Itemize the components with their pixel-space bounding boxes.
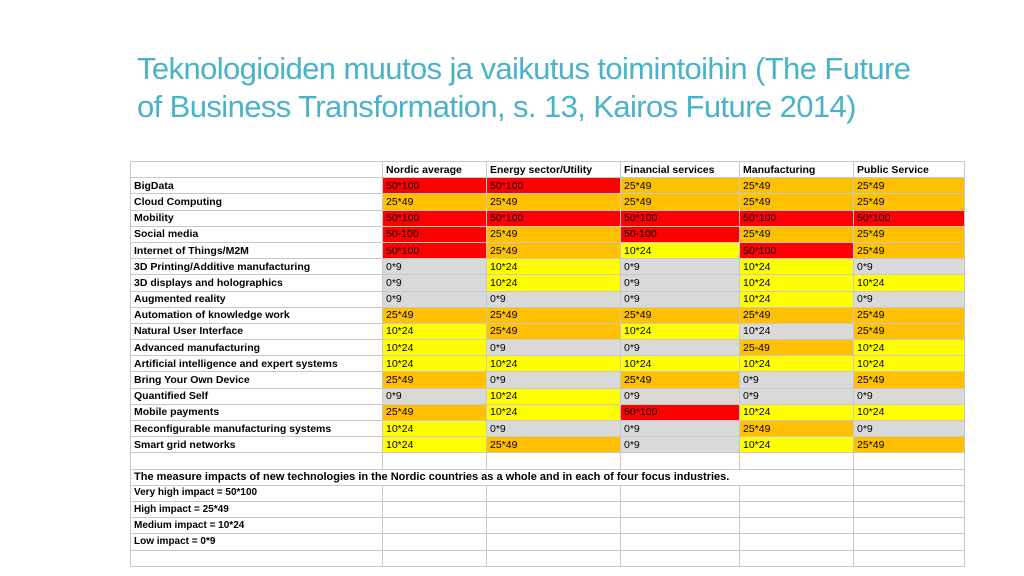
empty-cell bbox=[621, 518, 740, 534]
impact-cell: 0*9 bbox=[621, 259, 740, 275]
impact-cell: 10*24 bbox=[487, 275, 621, 291]
empty-cell bbox=[854, 534, 965, 550]
impact-cell: 0*9 bbox=[383, 291, 487, 307]
legend-row bbox=[131, 485, 965, 501]
empty-cell bbox=[621, 501, 740, 517]
impact-cell: 50*100 bbox=[383, 242, 487, 258]
column-header: Public Service bbox=[854, 162, 965, 178]
corner-cell bbox=[131, 162, 383, 178]
impact-cell: 0*9 bbox=[621, 437, 740, 453]
column-header: Manufacturing bbox=[740, 162, 854, 178]
impact-cell: 0*9 bbox=[487, 291, 621, 307]
impact-cell: 25*49 bbox=[621, 372, 740, 388]
impact-cell: 0*9 bbox=[487, 340, 621, 356]
impact-cell: 50*100 bbox=[487, 178, 621, 194]
impact-cell: 0*9 bbox=[621, 421, 740, 437]
impact-cell: 10*24 bbox=[740, 437, 854, 453]
empty-cell bbox=[383, 485, 487, 501]
empty-cell bbox=[383, 501, 487, 517]
empty-row bbox=[131, 453, 965, 469]
impact-cell: 25*49 bbox=[383, 372, 487, 388]
empty-cell bbox=[383, 550, 487, 566]
table-row bbox=[131, 194, 965, 210]
impact-cell: 10*24 bbox=[740, 275, 854, 291]
impact-cell: 0*9 bbox=[621, 340, 740, 356]
impact-cell: 25*49 bbox=[487, 323, 621, 339]
empty-cell bbox=[740, 501, 854, 517]
impact-cell: 25*49 bbox=[740, 226, 854, 242]
impact-cell: 50*100 bbox=[740, 210, 854, 226]
impact-cell: 50*100 bbox=[854, 210, 965, 226]
empty-cell bbox=[621, 453, 740, 469]
impact-cell: 10*24 bbox=[740, 356, 854, 372]
impact-cell: 10*24 bbox=[621, 242, 740, 258]
impact-table bbox=[130, 161, 965, 567]
impact-cell: 25*49 bbox=[740, 307, 854, 323]
impact-cell: 25*49 bbox=[621, 307, 740, 323]
impact-cell: 25*49 bbox=[854, 307, 965, 323]
impact-cell: 0*9 bbox=[621, 388, 740, 404]
table-row bbox=[131, 307, 965, 323]
table-row bbox=[131, 242, 965, 258]
legend-item: Low impact = 0*9 bbox=[131, 534, 383, 550]
impact-cell: 25*49 bbox=[740, 194, 854, 210]
empty-cell bbox=[854, 485, 965, 501]
impact-cell: 0*9 bbox=[621, 275, 740, 291]
impact-cell: 10*24 bbox=[487, 404, 621, 420]
table-row bbox=[131, 388, 965, 404]
header-row bbox=[131, 162, 965, 178]
impact-cell: 50*100 bbox=[383, 178, 487, 194]
impact-cell: 25*49 bbox=[854, 372, 965, 388]
empty-cell bbox=[487, 518, 621, 534]
impact-cell: 0*9 bbox=[621, 291, 740, 307]
impact-cell: 10*24 bbox=[740, 323, 854, 339]
legend-item: Medium impact = 10*24 bbox=[131, 518, 383, 534]
impact-cell: 25-49 bbox=[740, 340, 854, 356]
row-label: Automation of knowledge work bbox=[131, 307, 383, 323]
empty-cell bbox=[740, 518, 854, 534]
table-row bbox=[131, 226, 965, 242]
empty-cell bbox=[854, 453, 965, 469]
empty-cell bbox=[740, 550, 854, 566]
table-row bbox=[131, 356, 965, 372]
impact-cell: 10*24 bbox=[383, 323, 487, 339]
row-label: BigData bbox=[131, 178, 383, 194]
slide-title bbox=[137, 50, 997, 126]
impact-cell: 10*24 bbox=[854, 340, 965, 356]
impact-cell: 10*24 bbox=[487, 388, 621, 404]
row-label: Mobility bbox=[131, 210, 383, 226]
impact-cell: 10*24 bbox=[383, 356, 487, 372]
impact-cell: 25*49 bbox=[383, 404, 487, 420]
note-row bbox=[131, 469, 965, 485]
impact-cell: 0*9 bbox=[487, 421, 621, 437]
impact-cell: 50*100 bbox=[487, 210, 621, 226]
empty-cell bbox=[487, 550, 621, 566]
empty-cell bbox=[383, 534, 487, 550]
table-note: The measure impacts of new technologies in the Nordic countries as a whole and in each of four focus industries. bbox=[131, 469, 854, 485]
empty-cell bbox=[740, 485, 854, 501]
impact-cell: 0*9 bbox=[383, 259, 487, 275]
impact-cell: 10*24 bbox=[383, 340, 487, 356]
row-label: Quantified Self bbox=[131, 388, 383, 404]
table-row bbox=[131, 372, 965, 388]
legend-row bbox=[131, 534, 965, 550]
table-row bbox=[131, 259, 965, 275]
impact-cell: 50*100 bbox=[383, 210, 487, 226]
table-row bbox=[131, 291, 965, 307]
impact-cell: 25*49 bbox=[383, 307, 487, 323]
legend-row bbox=[131, 501, 965, 517]
table-row bbox=[131, 178, 965, 194]
impact-cell: 25*49 bbox=[740, 421, 854, 437]
impact-cell: 25*49 bbox=[383, 194, 487, 210]
impact-cell: 10*24 bbox=[383, 437, 487, 453]
title-line-1: Teknologioiden muutos ja vaikutus toimintoihin (The Future bbox=[137, 51, 911, 86]
table-row bbox=[131, 340, 965, 356]
impact-cell: 0*9 bbox=[383, 388, 487, 404]
impact-cell: 25*49 bbox=[740, 178, 854, 194]
row-label: Internet of Things/M2M bbox=[131, 242, 383, 258]
impact-cell: 10*24 bbox=[740, 404, 854, 420]
impact-cell: 25*49 bbox=[487, 437, 621, 453]
column-header: Financial services bbox=[621, 162, 740, 178]
impact-cell: 25*49 bbox=[487, 194, 621, 210]
impact-cell: 0*9 bbox=[854, 388, 965, 404]
impact-cell: 25*49 bbox=[854, 437, 965, 453]
legend-row bbox=[131, 518, 965, 534]
impact-cell: 50-100 bbox=[383, 226, 487, 242]
impact-cell: 25*49 bbox=[621, 194, 740, 210]
empty-row bbox=[131, 550, 965, 566]
empty-cell bbox=[487, 485, 621, 501]
empty-cell bbox=[487, 453, 621, 469]
impact-cell: 0*9 bbox=[740, 372, 854, 388]
impact-cell: 10*24 bbox=[487, 356, 621, 372]
legend-item: High impact = 25*49 bbox=[131, 501, 383, 517]
row-label: Augmented reality bbox=[131, 291, 383, 307]
impact-cell: 0*9 bbox=[854, 259, 965, 275]
impact-cell: 25*49 bbox=[487, 307, 621, 323]
impact-cell: 10*24 bbox=[854, 275, 965, 291]
empty-cell bbox=[383, 453, 487, 469]
impact-cell: 10*24 bbox=[383, 421, 487, 437]
empty-cell bbox=[854, 469, 965, 485]
empty-cell bbox=[383, 518, 487, 534]
column-header: Nordic average bbox=[383, 162, 487, 178]
impact-cell: 0*9 bbox=[487, 372, 621, 388]
table-row bbox=[131, 275, 965, 291]
impact-cell: 50*100 bbox=[740, 242, 854, 258]
impact-cell: 0*9 bbox=[383, 275, 487, 291]
row-label: Mobile payments bbox=[131, 404, 383, 420]
impact-cell: 10*24 bbox=[854, 404, 965, 420]
impact-cell: 10*24 bbox=[740, 291, 854, 307]
impact-cell: 10*24 bbox=[621, 323, 740, 339]
impact-cell: 50-100 bbox=[621, 226, 740, 242]
empty-cell bbox=[621, 550, 740, 566]
empty-cell bbox=[487, 534, 621, 550]
table-row bbox=[131, 210, 965, 226]
impact-cell: 10*24 bbox=[740, 259, 854, 275]
impact-cell: 10*24 bbox=[487, 259, 621, 275]
impact-cell: 50*100 bbox=[621, 210, 740, 226]
row-label: Artificial intelligence and expert systems bbox=[131, 356, 383, 372]
empty-cell bbox=[854, 501, 965, 517]
empty-cell bbox=[621, 534, 740, 550]
impact-cell: 25*49 bbox=[854, 194, 965, 210]
table-row bbox=[131, 404, 965, 420]
empty-cell bbox=[487, 501, 621, 517]
table-row bbox=[131, 437, 965, 453]
row-label: Advanced manufacturing bbox=[131, 340, 383, 356]
row-label: Social media bbox=[131, 226, 383, 242]
column-header: Energy sector/Utility bbox=[487, 162, 621, 178]
row-label: Reconfigurable manufacturing systems bbox=[131, 421, 383, 437]
impact-cell: 0*9 bbox=[854, 421, 965, 437]
impact-cell: 0*9 bbox=[854, 291, 965, 307]
table-row bbox=[131, 421, 965, 437]
empty-cell bbox=[854, 550, 965, 566]
empty-cell bbox=[854, 518, 965, 534]
empty-cell bbox=[740, 534, 854, 550]
impact-table-body bbox=[131, 162, 965, 567]
impact-cell: 25*49 bbox=[854, 178, 965, 194]
empty-cell bbox=[131, 550, 383, 566]
impact-cell: 0*9 bbox=[740, 388, 854, 404]
row-label: Cloud Computing bbox=[131, 194, 383, 210]
table-row bbox=[131, 323, 965, 339]
impact-cell: 25*49 bbox=[854, 226, 965, 242]
title-line-2: of Business Transformation, s. 13, Kairos Future 2014) bbox=[137, 89, 856, 124]
empty-cell bbox=[621, 485, 740, 501]
impact-cell: 25*49 bbox=[487, 242, 621, 258]
impact-cell: 10*24 bbox=[621, 356, 740, 372]
impact-cell: 25*49 bbox=[487, 226, 621, 242]
impact-cell: 25*49 bbox=[854, 242, 965, 258]
impact-cell: 25*49 bbox=[621, 178, 740, 194]
impact-cell: 10*24 bbox=[854, 356, 965, 372]
empty-cell bbox=[131, 453, 383, 469]
row-label: Natural User Interface bbox=[131, 323, 383, 339]
impact-cell: 50*100 bbox=[621, 404, 740, 420]
empty-cell bbox=[740, 453, 854, 469]
row-label: 3D Printing/Additive manufacturing bbox=[131, 259, 383, 275]
impact-cell: 25*49 bbox=[854, 323, 965, 339]
row-label: Smart grid networks bbox=[131, 437, 383, 453]
row-label: 3D displays and holographics bbox=[131, 275, 383, 291]
row-label: Bring Your Own Device bbox=[131, 372, 383, 388]
legend-item: Very high impact = 50*100 bbox=[131, 485, 383, 501]
